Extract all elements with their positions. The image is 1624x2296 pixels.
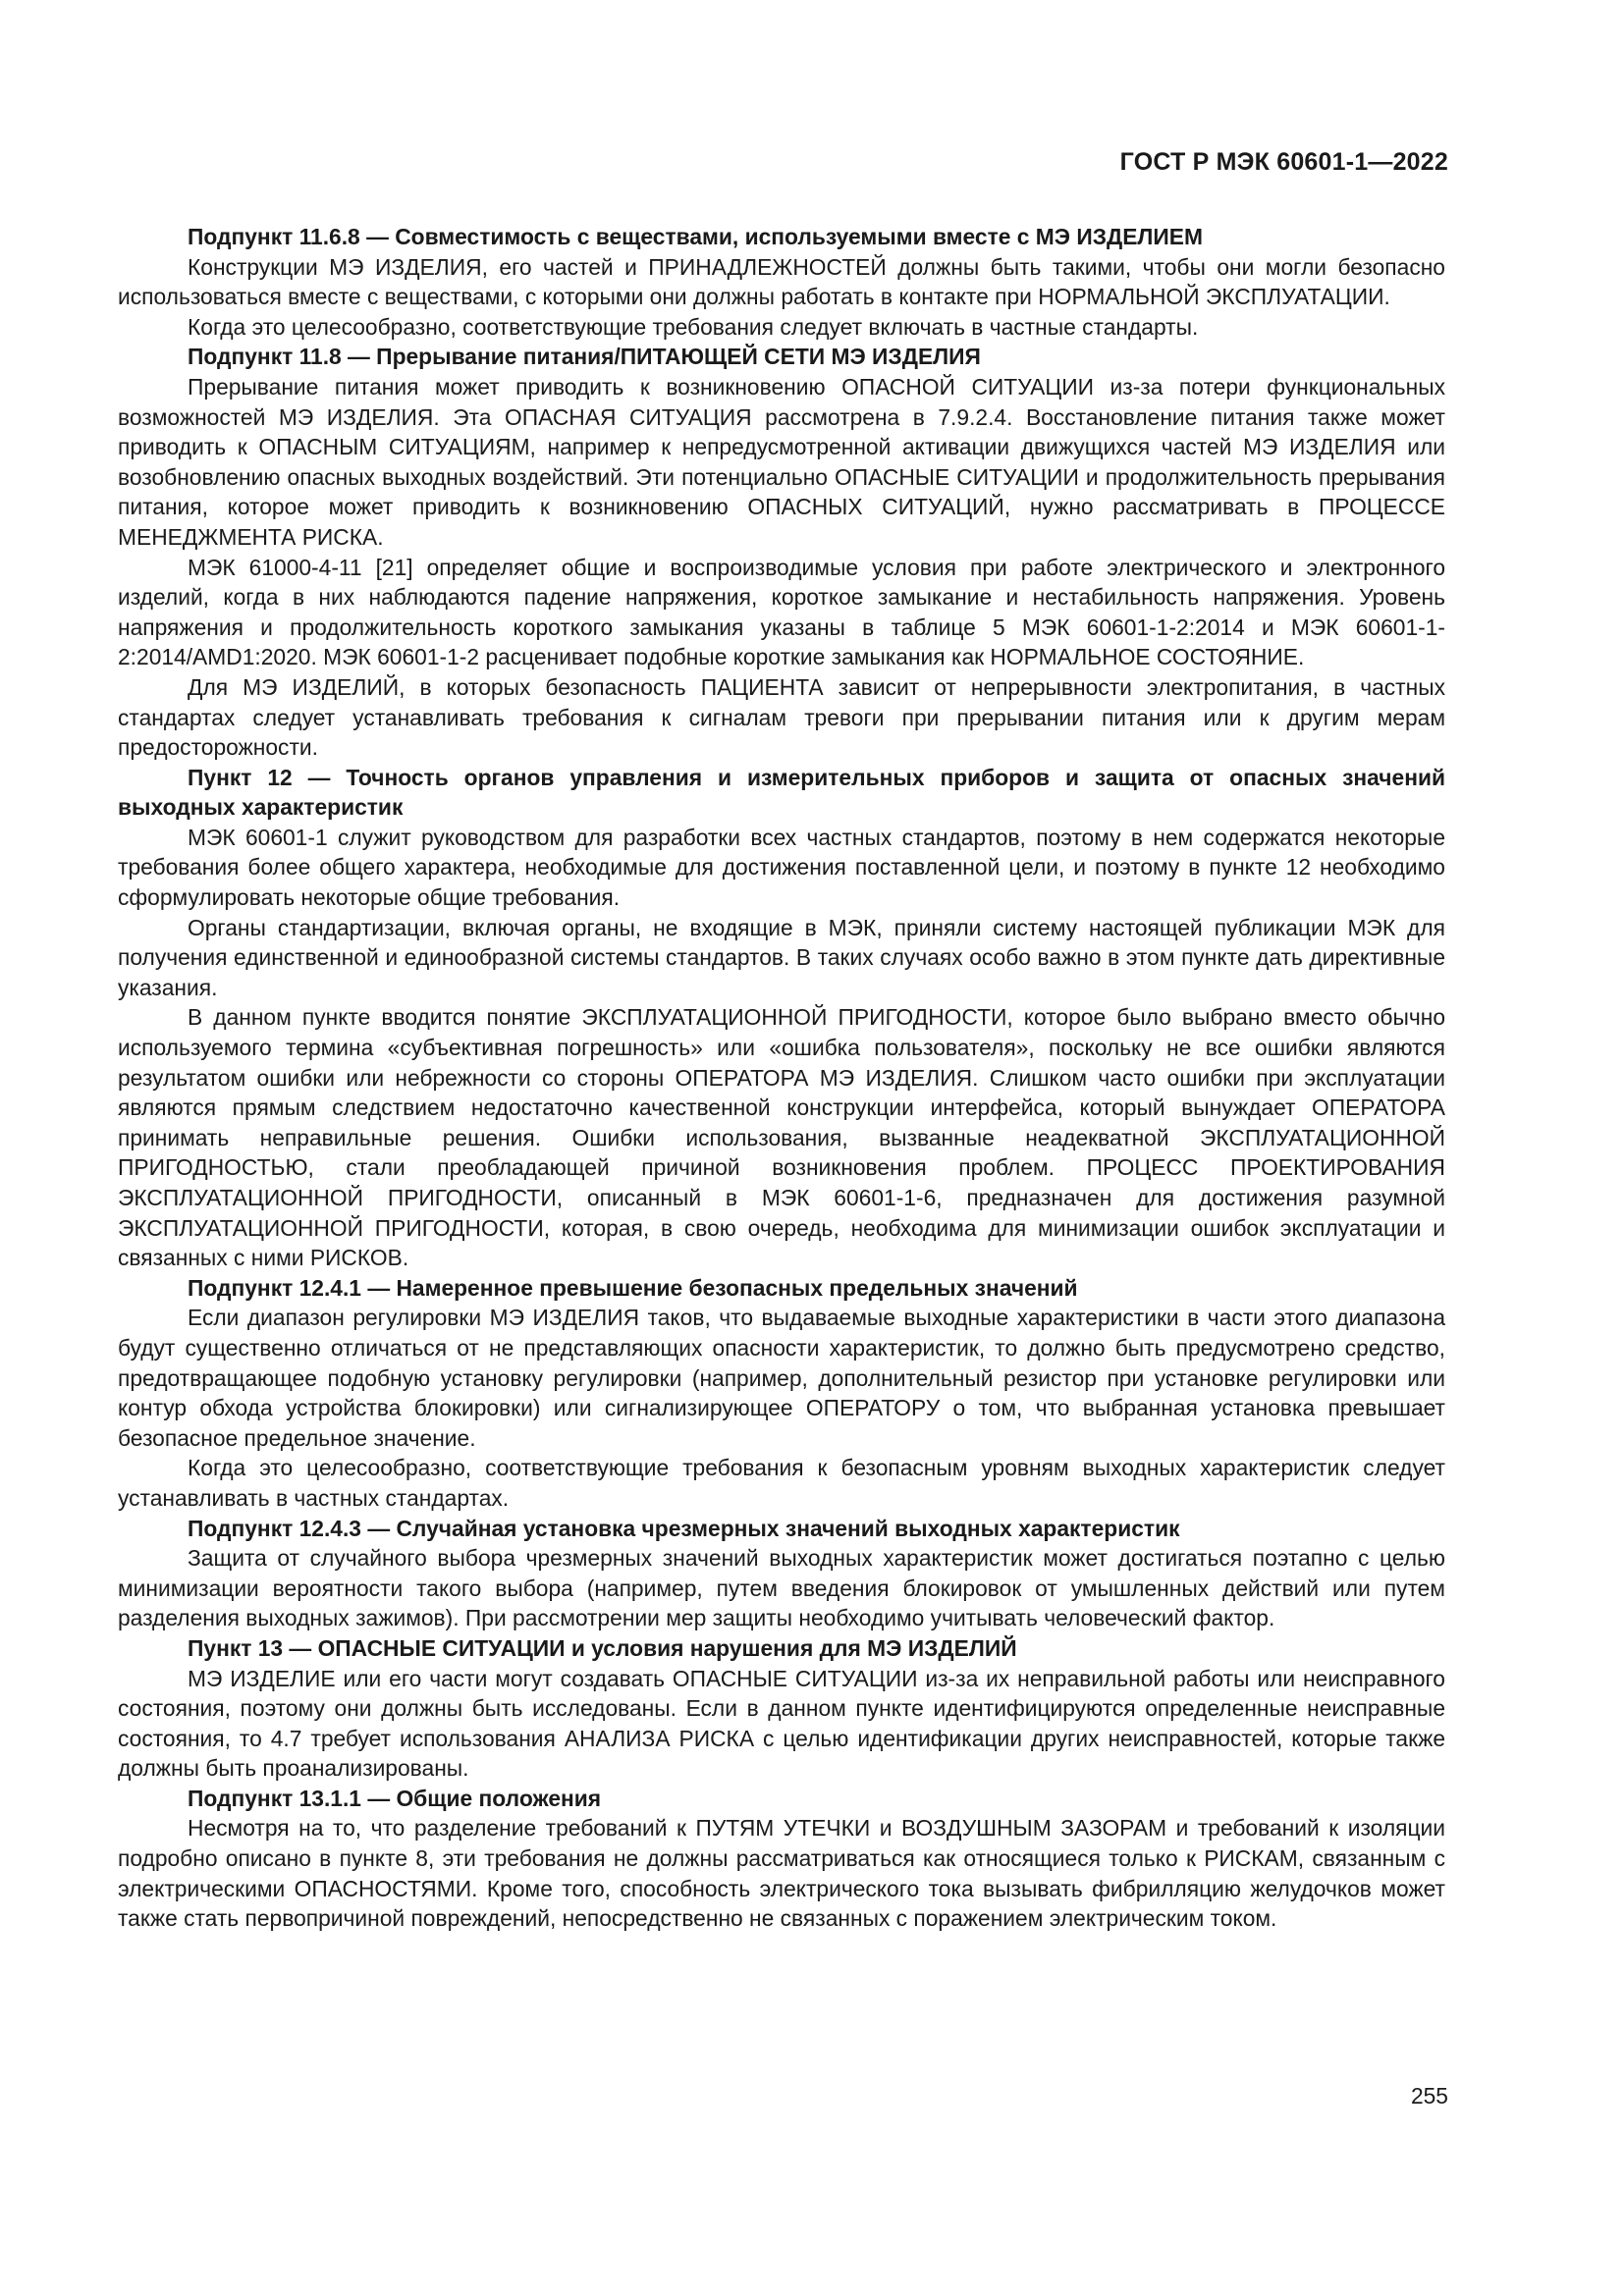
section-heading: Подпункт 11.8 — Прерывание питания/ПИТАЮЩЕЙ СЕТИ МЭ ИЗДЕЛИЯ	[188, 344, 981, 370]
body-paragraph: Если диапазон регулировки МЭ ИЗДЕЛИЯ таков, что выдаваемые выходные характеристики в части этого диапазона будут существенно отличаться от не представляющих опасности характеристик, то должно быть предусмотрено средство, предотвращающее подобную установку регулировки (например, дополнительный резистор при установке регулировки или контур обхода устройства блокировки) или сигнализирующее ОПЕРАТОРУ о том, что выбранная установка превышает безопасное предельное значение.	[118, 1305, 1445, 1451]
section-heading: Подпункт 12.4.3 — Случайная установка чрезмерных значений выходных характеристик	[188, 1515, 1180, 1541]
body-paragraph: Когда это целесообразно, соответствующие требования к безопасным уровням выходных характеристик следует устанавливать в частных стандартах.	[118, 1455, 1445, 1511]
body-paragraph: МЭК 60601-1 служит руководством для разработки всех частных стандартов, поэтому в нем содержатся некоторые требования более общего характера, необходимые для достижения поставленной цели, и поэтому в пункте 12 необходимо сформулировать некоторые общие требования.	[118, 824, 1445, 911]
body-paragraph: Несмотря на то, что разделение требований к ПУТЯМ УТЕЧКИ и ВОЗДУШНЫМ ЗАЗОРАМ и требований к изоляции подробно описано в пункте 8, эти требования не должны рассматриваться как относящиеся только к РИСКАМ, связанным с электрическими ОПАСНОСТЯМИ. Кроме того, способность электрического тока вызывать фибрилляцию желудочков может также стать первопричиной повреждений, непосредственно не связанных с поражением электрическим током.	[118, 1815, 1445, 1932]
section-heading: Подпункт 12.4.1 — Намеренное превышение безопасных предельных значений	[188, 1274, 1078, 1301]
body-paragraph: Защита от случайного выбора чрезмерных значений выходных характеристик может достигаться поэтапно с целью минимизации вероятности такого выбора (например, путем введения блокировок от умышленных действий или путем разделения выходных зажимов). При рассмотрении мер защиты необходимо учитывать человеческий фактор.	[118, 1545, 1445, 1631]
section-heading: Подпункт 13.1.1 — Общие положения	[188, 1785, 602, 1811]
document-body	[118, 222, 1445, 1934]
body-paragraph: В данном пункте вводится понятие ЭКСПЛУАТАЦИОННОЙ ПРИГОДНОСТИ, которое было выбрано вместо обычно используемого термина «субъективная погрешность» или «ошибка пользователя», поскольку не все ошибки являются результатом ошибки или небрежности со стороны ОПЕРАТОРА МЭ ИЗДЕЛИЯ. Слишком часто ошибки при эксплуатации являются прямым следствием недостаточно качественной конструкции интерфейса, который вынуждает ОПЕРАТОРА принимать неправильные решения. Ошибки использования, вызванные неадекватной ЭКСПЛУАТАЦИОННОЙ ПРИГОДНОСТЬЮ, стали преобладающей причиной возникновения проблем. ПРОЦЕСС ПРОЕКТИРОВАНИЯ ЭКСПЛУАТАЦИОННОЙ ПРИГОДНОСТИ, описанный в МЭК 60601-1-6, предназначен для достижения разумной ЭКСПЛУАТАЦИОННОЙ ПРИГОДНОСТИ, которая, в свою очередь, необходима для минимизации ошибок эксплуатации и связанных с ними РИСКОВ.	[118, 1004, 1445, 1271]
body-paragraph: Органы стандартизации, включая органы, не входящие в МЭК, приняли систему настоящей публикации МЭК для получения единственной и единообразной системы стандартов. В таких случаях особо важно в этом пункте дать директивные указания.	[118, 914, 1445, 1000]
body-paragraph: Для МЭ ИЗДЕЛИЙ, в которых безопасность ПАЦИЕНТА зависит от непрерывности электропитания, в частных стандартах следует устанавливать требования к сигналам тревоги при прерывании питания или к другим мерам предосторожности.	[118, 673, 1445, 761]
body-paragraph: МЭК 61000-4-11 [21] определяет общие и воспроизводимые условия при работе электрического и электронного изделий, когда в них наблюдаются падение напряжения, короткое замыкание и нестабильность напряжения. Уровень напряжения и продолжительность короткого замыкания указаны в таблице 5 МЭК 60601-1-2:2014 и МЭК 60601-1-2:2014/AMD1:2020. МЭК 60601-1-2 расценивает подобные короткие замыкания как НОРМАЛЬНОЕ СОСТОЯНИЕ.	[118, 554, 1445, 670]
body-paragraph: МЭ ИЗДЕЛИЕ или его части могут создавать ОПАСНЫЕ СИТУАЦИИ из-за их неправильной работы или неисправного состояния, поэтому они должны быть исследованы. Если в данном пункте идентифицируются определенные неисправные состояния, то 4.7 требует использования АНАЛИЗА РИСКА с целью идентификации других неисправностей, которые также должны быть проанализированы.	[118, 1665, 1445, 1782]
body-paragraph: Прерывание питания может приводить к возникновению ОПАСНОЙ СИТУАЦИИ из-за потери функциональных возможностей МЭ ИЗДЕЛИЯ. Эта ОПАСНАЯ СИТУАЦИЯ рассмотрена в 7.9.2.4. Восстановление питания также может приводить к ОПАСНЫМ СИТУАЦИЯМ, например к непредусмотренной активации движущихся частей МЭ ИЗДЕЛИЯ или возобновлению опасных выходных воздействий. Эти потенциально ОПАСНЫЕ СИТУАЦИИ и продолжительность прерывания питания, которое может приводить к возникновению ОПАСНЫХ СИТУАЦИЙ, нужно рассматривать в ПРОЦЕССЕ МЕНЕДЖМЕНТА РИСКА.	[118, 373, 1445, 550]
document-header: ГОСТ Р МЭК 60601-1—2022	[1119, 148, 1448, 176]
body-paragraph: Конструкции МЭ ИЗДЕЛИЯ, его частей и ПРИНАДЛЕЖНОСТЕЙ должны быть такими, чтобы они могли безопасно использоваться вместе с веществами, с которыми они должны работать в контакте при НОРМАЛЬНОЙ ЭКСПЛУАТАЦИИ.	[118, 253, 1445, 310]
page-number: 255	[1410, 2083, 1448, 2109]
section-heading: Пункт 12 — Точность органов управления и измерительных приборов и защита от опасных значений выходных характеристик	[118, 764, 1445, 821]
section-heading: Подпункт 11.6.8 — Совместимость с веществами, используемыми вместе с МЭ ИЗДЕЛИЕМ	[188, 224, 1204, 249]
section-heading: Пункт 13 — ОПАСНЫЕ СИТУАЦИИ и условия нарушения для МЭ ИЗДЕЛИЙ	[188, 1634, 1017, 1661]
body-paragraph: Когда это целесообразно, соответствующие требования следует включать в частные стандарты.	[188, 313, 1199, 340]
